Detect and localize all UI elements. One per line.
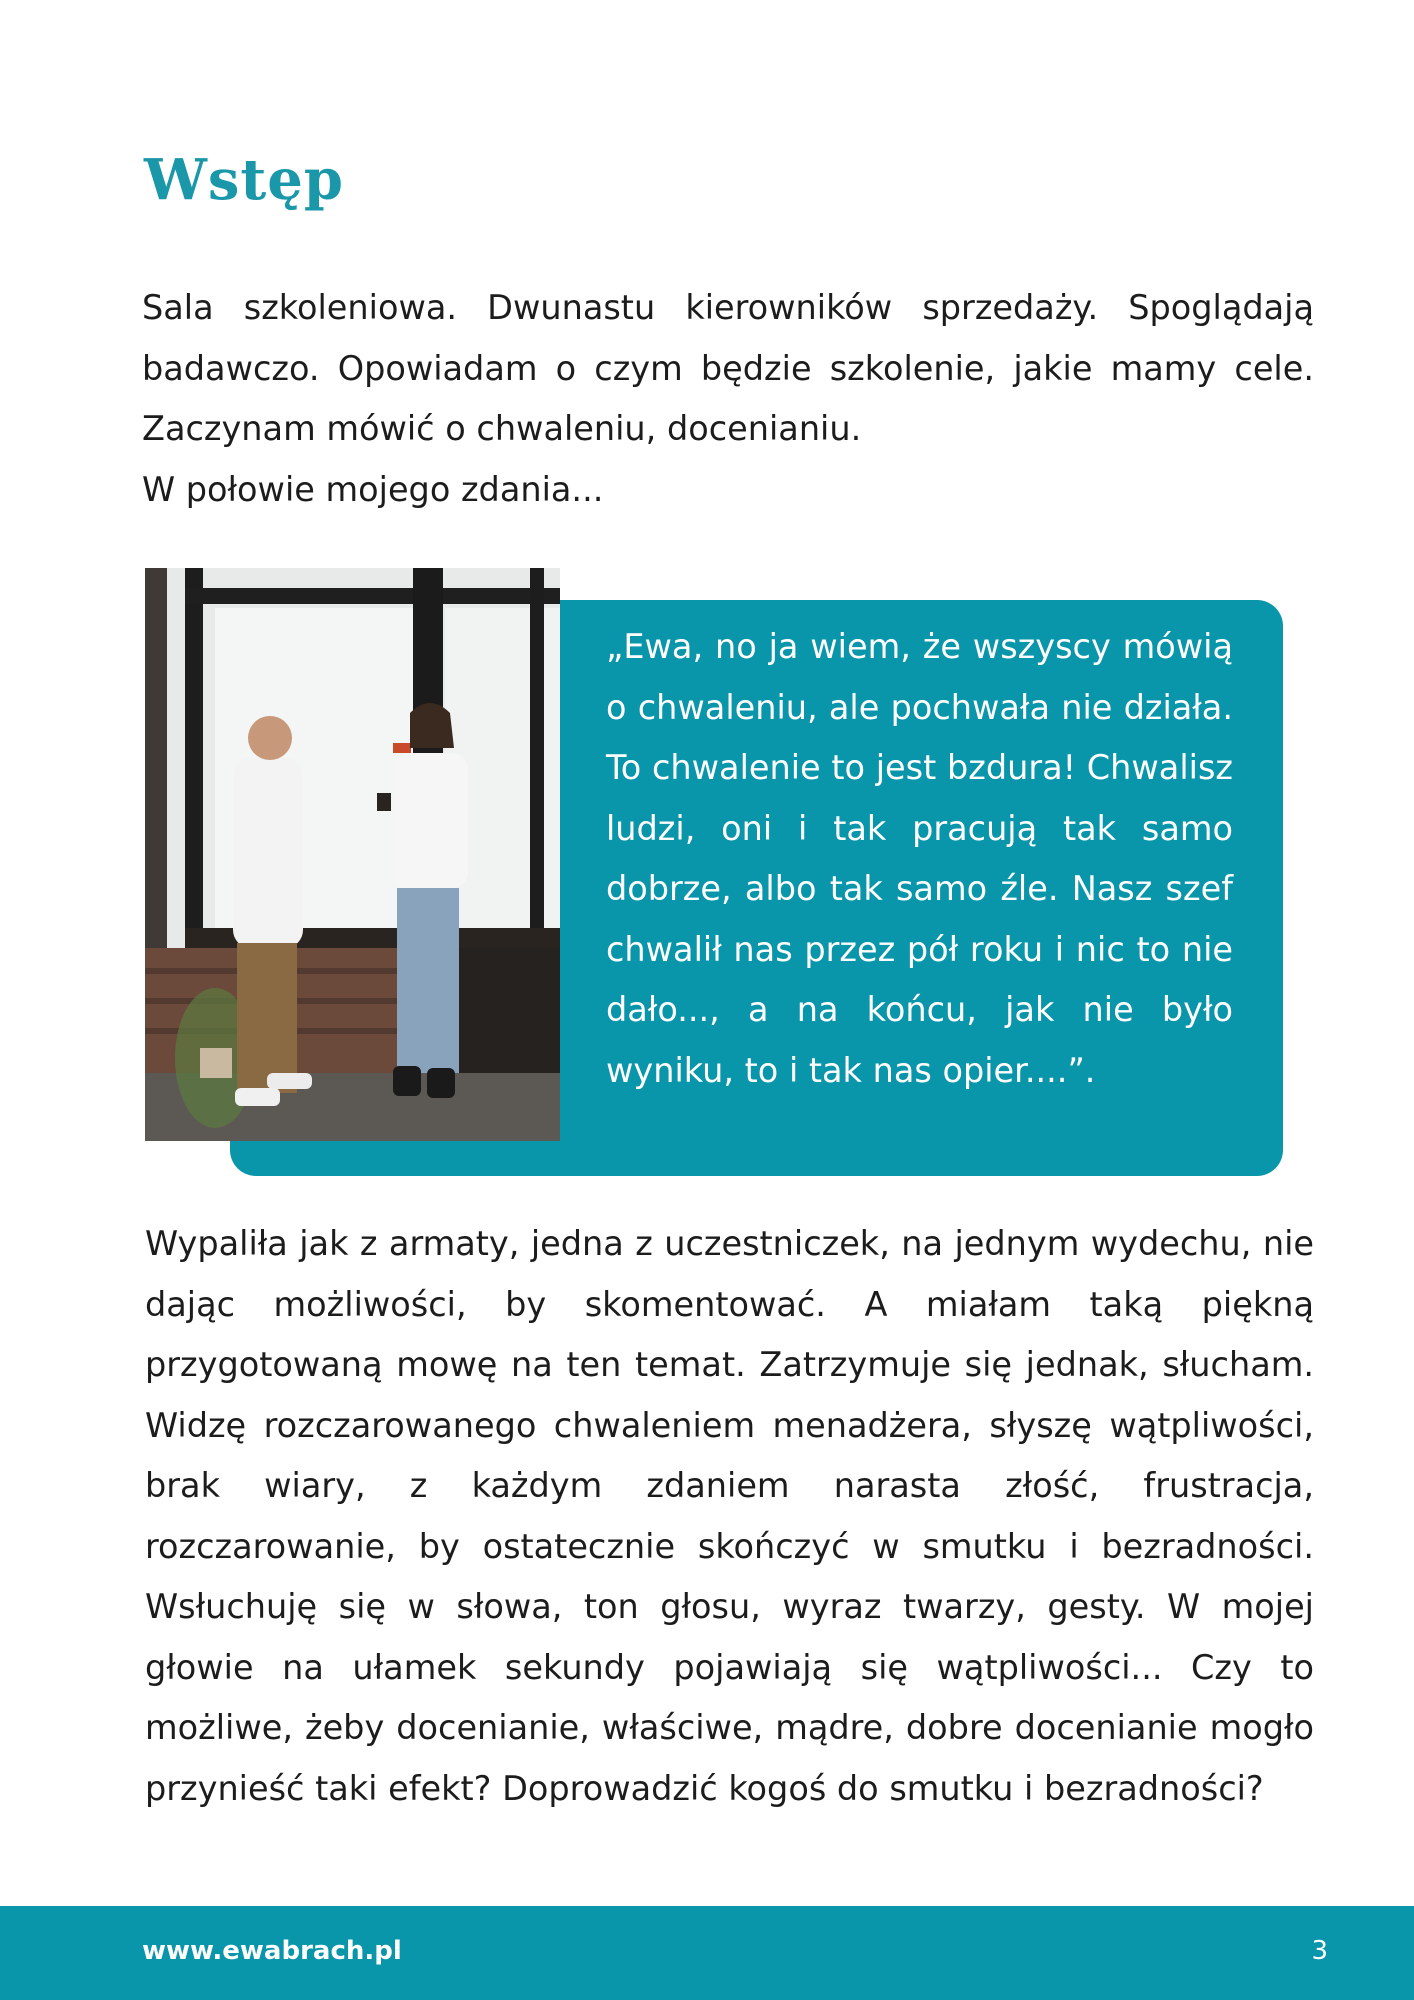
office-conversation-photo (145, 568, 560, 1141)
page-title: Wstęp (144, 147, 345, 213)
body-paragraph: Wypaliła jak z armaty, jedna z uczestniczek, na jednym wydechu, nie dając możliwości, by skomentować. A miałam taką piękną przygotowaną mowę na ten temat. Zatrzymuje się jednak, słucham. Widzę rozczarowanego chwaleniem menadżera, słyszę wątpliwości, brak wiary, z każdym zdaniem narasta złość, frustracja, rozczarowanie, by ostatecznie skończyć w smutku i bezradności. Wsłuchuję się w słowa, ton głosu, wyraz twarzy, gesty. W mojej głowie na ułamek sekundy pojawiają się wątpliwości... Czy to możliwe, żeby docenianie, właściwe, mądre, dobre docenianie mogło przynieść taki efekt? Doprowadzić kogoś do smutku i bezradności? (145, 1224, 1314, 1808)
quote-text: „Ewa, no ja wiem, że wszyscy mówią o chwaleniu, ale pochwała nie działa. To chwalenie to jest bzdura! Chwalisz ludzi, oni i tak pracują tak samo dobrze, albo tak samo źle. Nasz szef chwalił nas przez pół roku i nic to nie dało..., a na końcu, jak nie było wyniku, to i tak nas opier....”. (606, 627, 1233, 1090)
footer-website-link[interactable]: www.ewabrach.pl (142, 1936, 402, 1966)
footer-bar (0, 1906, 1414, 2000)
intro-line: W połowie mojego zdania... (142, 469, 604, 509)
page-number: 3 (1311, 1936, 1328, 1966)
intro-line: Sala szkoleniowa. Dwunastu kierowników sprzedaży. Spoglądają badawczo. Opowiadam o czym będzie szkolenie, jakie mamy cele. Zaczynam mówić o chwaleniu, docenianiu. (142, 288, 1314, 448)
intro-paragraph (142, 278, 1314, 520)
